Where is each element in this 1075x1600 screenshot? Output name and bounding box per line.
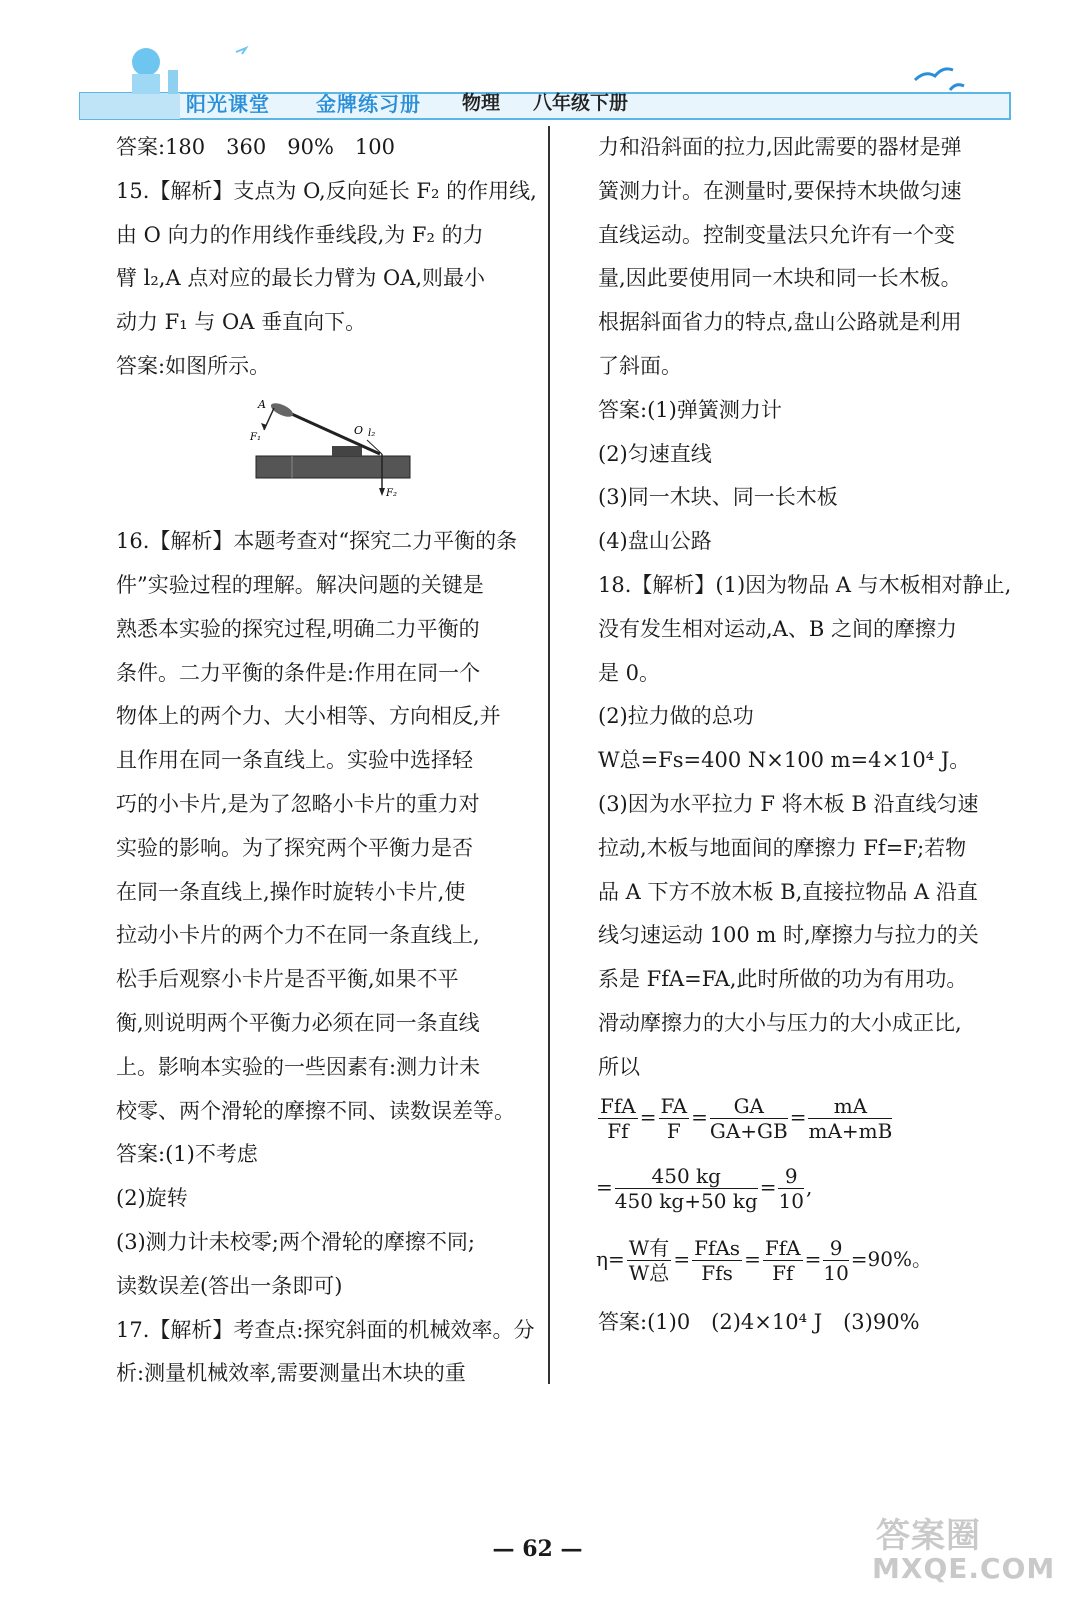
- numerator: FfA: [600, 1094, 636, 1118]
- header-subject: 物理: [462, 92, 501, 114]
- text-line: 件”实验过程的理解。解决问题的关键是: [116, 572, 484, 597]
- lever-diagram: [252, 396, 414, 506]
- label-O: O: [354, 424, 364, 437]
- label-l2: l₂: [368, 428, 376, 439]
- text-line: 直线运动。控制变量法只允许有一个变: [598, 222, 955, 247]
- text-line: (3)因为水平拉力 F 将木板 B 沿直线匀速: [598, 791, 979, 816]
- left-column: [116, 126, 536, 1396]
- text-line: 读数误差(答出一条即可): [116, 1273, 343, 1298]
- denominator: W总: [628, 1261, 670, 1285]
- numerator: W有: [628, 1236, 670, 1260]
- watermark-url: MXQE.COM: [872, 1552, 1056, 1585]
- text-line: 力和沿斜面的拉力,因此需要的器材是弹: [598, 135, 962, 159]
- denominator: Ff: [772, 1261, 794, 1285]
- fraction: [692, 1236, 742, 1285]
- text-line: 实验的影响。为了探究两个平衡力是否: [116, 835, 473, 860]
- text-line: 上。影响本实验的一些因素有:测力计未: [116, 1054, 481, 1079]
- numerator: 9: [778, 1164, 803, 1189]
- numerator: FA: [660, 1094, 688, 1118]
- fraction: [823, 1236, 848, 1285]
- text-line: 17.【解析】考查点:探究斜面的机械效率。分: [116, 1317, 535, 1342]
- text-line: 系是 FfA=FA,此时所做的功为有用功。: [598, 967, 968, 992]
- page-number: — 62 —: [492, 1536, 583, 1562]
- text-line: 物体上的两个力、大小相等、方向相反,并: [116, 704, 501, 729]
- text-line: 动力 F₁ 与 OA 垂直向下。: [116, 310, 367, 335]
- denominator: 10: [778, 1189, 804, 1213]
- comma: ,: [805, 1175, 813, 1199]
- text-line: 熟悉本实验的探究过程,明确二力平衡的: [116, 616, 480, 641]
- fraction: [778, 1164, 803, 1213]
- text-line: 答案:180 360 90% 100: [116, 135, 395, 159]
- fraction: [763, 1236, 803, 1285]
- page-header: [0, 0, 1075, 130]
- text-line: 量,因此要使用同一木块和同一长木板。: [598, 266, 962, 291]
- text-line: (2)拉力做的总功: [598, 704, 754, 729]
- text-line: (3)测力计未校零;两个滑轮的摩擦不同;: [116, 1229, 475, 1254]
- final-answer: 答案:(1)0 (2)4×10⁴ J (3)90%: [598, 1310, 920, 1334]
- text-line: 答案:如图所示。: [116, 353, 271, 378]
- text-line: 所以: [598, 1054, 640, 1079]
- text-line: 根据斜面省力的特点,盘山公路就是利用: [598, 310, 962, 335]
- header-grade: 八年级下册: [533, 92, 629, 114]
- text-line: 松手后观察小卡片是否平衡,如果不平: [116, 967, 459, 992]
- numerator: FfAs: [694, 1236, 741, 1260]
- text-line: (2)匀速直线: [598, 441, 712, 466]
- text-line: 18.【解析】(1)因为物品 A 与木板相对静止,: [598, 572, 1012, 597]
- text-line: 没有发生相对运动,A、B 之间的摩擦力: [598, 616, 957, 641]
- equation-substitution: = $\frac{450 kg}{450 kg+50 kg}$ = $\frac{9}{10}$ ,: [596, 1164, 813, 1213]
- text-line: 15.【解析】支点为 O,反向延长 F₂ 的作用线,: [116, 178, 537, 203]
- denominator: F: [666, 1119, 681, 1143]
- equation-ratio: $\frac{\text{FfA}}{Ff}$ = $\frac{FA}{F}$ = $\frac{GA}{GA+GB}$ = $\frac{mA}{mA+mB}$: [600, 1094, 893, 1143]
- text-line: 且作用在同一条直线上。实验中选择轻: [116, 748, 473, 773]
- text-line: 析:测量机械效率,需要测量出木块的重: [116, 1361, 466, 1386]
- numerator: 9: [823, 1236, 848, 1261]
- denominator: 450 kg+50 kg: [614, 1189, 758, 1213]
- denominator: mA+mB: [808, 1119, 893, 1143]
- text-line: 校零、两个滑轮的摩擦不同、读数误差等。: [116, 1098, 515, 1123]
- text-line: 拉动,木板与地面间的摩擦力 Ff=F;若物: [598, 835, 967, 860]
- label-F2: F₂: [386, 488, 397, 499]
- denominator: 10: [823, 1261, 849, 1285]
- text-line: 衡,则说明两个平衡力必须在同一条直线: [116, 1010, 480, 1035]
- numerator: FfA: [764, 1236, 801, 1260]
- text-line: (4)盘山公路: [598, 529, 712, 554]
- label-F1: F₁: [250, 432, 261, 443]
- denominator: Ffs: [701, 1261, 733, 1285]
- denominator: Ff: [607, 1119, 629, 1143]
- equation-efficiency: η= $\frac{\text{W有}}{\text{W总}}$ = $\frac{\text{FfAs}}{\text{Ffs}}$ = $\frac{\text{FfA}}{Ff}$ = $\frac{9}{10}$ =90%。: [596, 1236, 933, 1285]
- column-divider: [548, 126, 550, 1384]
- eta-symbol: η: [596, 1247, 608, 1271]
- text-line: (2)旋转: [116, 1186, 188, 1211]
- text-line: 答案:(1)不考虑: [116, 1142, 258, 1167]
- header-brand-left: 阳光课堂: [186, 92, 270, 116]
- denominator: GA+GB: [709, 1119, 788, 1143]
- result: =90%。: [850, 1247, 933, 1271]
- text-line: 巧的小卡片,是为了忽略小卡片的重力对: [116, 791, 480, 816]
- numerator: 450 kg: [615, 1164, 758, 1189]
- fraction: [627, 1236, 672, 1285]
- fraction: [808, 1094, 892, 1143]
- text-line: 由 O 向力的作用线作垂线段,为 F₂ 的力: [116, 222, 484, 247]
- right-column: [598, 126, 1018, 1090]
- fraction: [710, 1094, 788, 1143]
- text-line: 滑动摩擦力的大小与压力的大小成正比,: [598, 1010, 962, 1035]
- text-line: 答案:(1)弹簧测力计: [598, 397, 782, 422]
- text-line: 16.【解析】本题考查对“探究二力平衡的条: [116, 529, 518, 554]
- text-line: 条件。二力平衡的条件是:作用在同一个: [116, 660, 481, 685]
- fraction: [615, 1164, 758, 1213]
- text-line: 簧测力计。在测量时,要保持木块做匀速: [598, 178, 962, 203]
- watermark-logo: 答案圈: [876, 1516, 981, 1556]
- text-line: 线匀速运动 100 m 时,摩擦力与拉力的关: [598, 923, 979, 948]
- fraction: [598, 1094, 638, 1143]
- text-line: W总=Fs=400 N×100 m=4×10⁴ J。: [598, 748, 971, 773]
- text-line: 品 A 下方不放木板 B,直接拉物品 A 沿直: [598, 879, 978, 904]
- numerator: mA: [808, 1094, 892, 1119]
- text-line: 臂 l₂,A 点对应的最长力臂为 OA,则最小: [116, 266, 486, 291]
- label-A: A: [258, 398, 266, 411]
- fraction: [659, 1094, 690, 1143]
- text-line: 了斜面。: [598, 353, 682, 378]
- numerator: GA: [710, 1094, 788, 1119]
- text-line: 在同一条直线上,操作时旋转小卡片,使: [116, 879, 466, 904]
- text-line: (3)同一木块、同一长木板: [598, 485, 838, 510]
- text-line: 是 0。: [598, 660, 661, 685]
- text-line: 拉动小卡片的两个力不在同一条直线上,: [116, 923, 480, 948]
- header-brand-right: 金牌练习册: [316, 92, 421, 116]
- lever-figure: [252, 396, 414, 506]
